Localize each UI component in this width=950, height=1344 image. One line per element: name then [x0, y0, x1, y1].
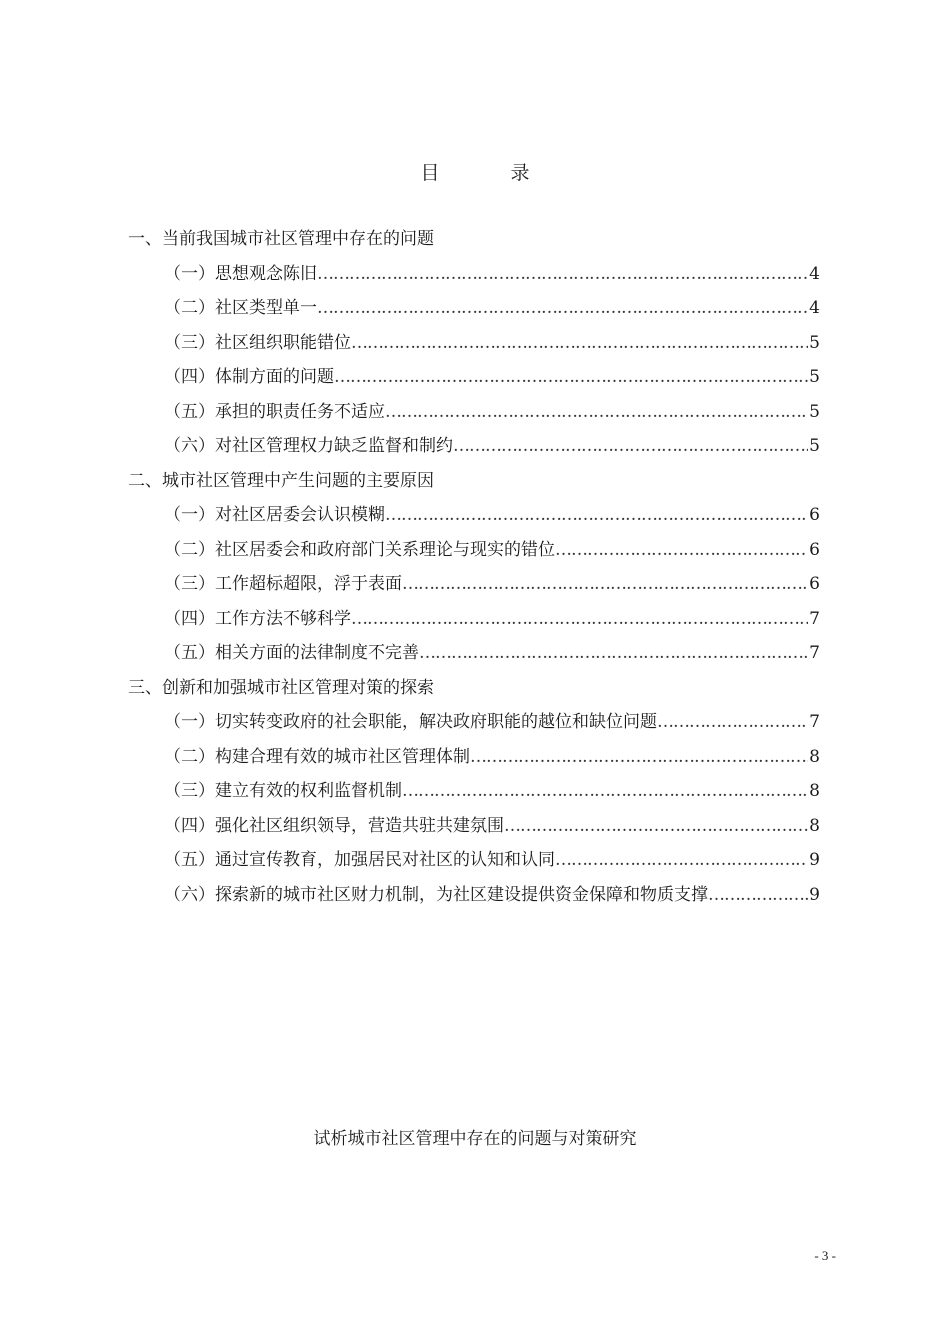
toc-entry[interactable] [164, 878, 820, 913]
toc-entry[interactable] [164, 740, 820, 775]
toc-entry-page: 5 [809, 401, 820, 422]
toc-title: 目 录 [420, 162, 556, 184]
toc-entry-label: （三）建立有效的权利监督机制 [164, 781, 402, 801]
table-of-contents [128, 222, 820, 912]
toc-entry-page: 5 [809, 332, 820, 353]
toc-leader-dots [657, 705, 808, 740]
toc-entry-page: 9 [809, 850, 820, 870]
toc-entry[interactable] [164, 326, 820, 361]
toc-entry-page: 5 [809, 367, 820, 387]
toc-entry-page: 8 [809, 781, 820, 801]
toc-leader-dots [555, 843, 808, 878]
toc-entry-label: （一）思想观念陈旧 [164, 263, 317, 284]
toc-entry-label: （四）工作方法不够科学 [164, 608, 351, 629]
toc-entry[interactable] [164, 429, 820, 464]
toc-leader-dots [470, 740, 808, 775]
toc-leader-dots [419, 636, 808, 671]
toc-entry-page: 7 [809, 608, 820, 629]
toc-section-heading[interactable]: 一、当前我国城市社区管理中存在的问题 [128, 229, 434, 249]
toc-entry-label: （二）构建合理有效的城市社区管理体制 [164, 746, 470, 767]
toc-entry-page: 9 [809, 884, 820, 905]
toc-entry-label: （一）切实转变政府的社会职能，解决政府职能的越位和缺位问题 [164, 712, 657, 732]
toc-entry-label: （五）相关方面的法律制度不完善 [164, 643, 419, 663]
toc-entry-page: 4 [809, 263, 820, 284]
toc-leader-dots [385, 395, 808, 430]
toc-entry-page: 8 [809, 746, 820, 767]
toc-entry-label: （六）探索新的城市社区财力机制，为社区建设提供资金保障和物质支撑 [164, 884, 708, 905]
toc-leader-dots [555, 533, 808, 568]
toc-leader-dots [504, 809, 808, 844]
toc-entry[interactable] [164, 257, 820, 292]
toc-leader-dots [334, 360, 808, 395]
toc-leader-dots [402, 567, 808, 602]
toc-entry-page: 6 [809, 539, 820, 560]
page-number: - 3 - [814, 1248, 836, 1263]
toc-entry-page: 7 [809, 712, 820, 732]
document-title: 试析城市社区管理中存在的问题与对策研究 [313, 1129, 637, 1149]
toc-leader-dots [351, 326, 808, 361]
toc-entry-label: （五）承担的职责任务不适应 [164, 401, 385, 422]
toc-leader-dots [453, 429, 808, 464]
toc-entry[interactable] [164, 774, 820, 809]
toc-entry-label: （四）体制方面的问题 [164, 367, 334, 387]
toc-entry[interactable] [164, 809, 820, 844]
toc-entry[interactable] [164, 533, 820, 568]
toc-entry-label: （六）对社区管理权力缺乏监督和制约 [164, 436, 453, 456]
toc-entry-page: 7 [809, 643, 820, 663]
toc-leader-dots [708, 878, 808, 913]
toc-entry[interactable] [164, 567, 820, 602]
toc-leader-dots [317, 291, 808, 326]
toc-entry[interactable] [164, 360, 820, 395]
toc-entry[interactable] [164, 843, 820, 878]
toc-entry-label: （三）社区组织职能错位 [164, 332, 351, 353]
toc-entry[interactable] [164, 395, 820, 430]
toc-leader-dots [402, 774, 808, 809]
toc-entry-label: （五）通过宣传教育，加强居民对社区的认知和认同 [164, 850, 555, 870]
toc-entry-label: （四）强化社区组织领导，营造共驻共建氛围 [164, 815, 504, 836]
toc-entry[interactable] [164, 705, 820, 740]
toc-entry-label: （一）对社区居委会认识模糊 [164, 505, 385, 525]
toc-leader-dots [385, 498, 808, 533]
toc-leader-dots [317, 257, 808, 292]
toc-entry[interactable] [164, 498, 820, 533]
toc-entry[interactable] [164, 602, 820, 637]
toc-entry-page: 5 [809, 436, 820, 456]
toc-entry-page: 6 [809, 505, 820, 525]
toc-entry-label: （二）社区居委会和政府部门关系理论与现实的错位 [164, 539, 555, 560]
toc-entry[interactable] [164, 636, 820, 671]
toc-entry-page: 6 [809, 574, 820, 594]
toc-entry-page: 4 [809, 298, 820, 318]
toc-entry-page: 8 [809, 815, 820, 836]
toc-section-heading[interactable]: 二、城市社区管理中产生问题的主要原因 [128, 470, 434, 491]
toc-entry-label: （二）社区类型单一 [164, 298, 317, 318]
toc-entry[interactable] [164, 291, 820, 326]
toc-leader-dots [351, 602, 808, 637]
toc-section-heading[interactable]: 三、创新和加强城市社区管理对策的探索 [128, 677, 434, 698]
toc-entry-label: （三）工作超标超限，浮于表面 [164, 574, 402, 594]
